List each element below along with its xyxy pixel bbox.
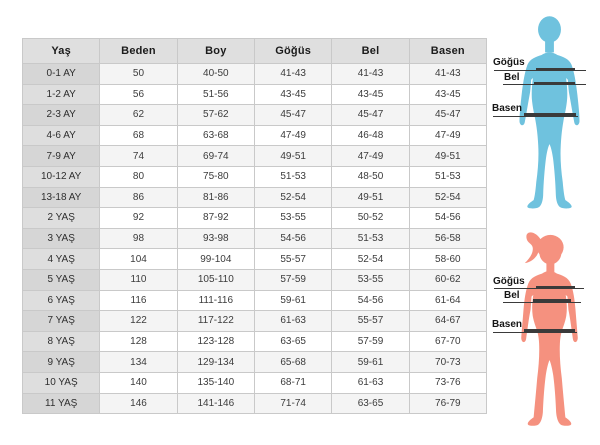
value-cell: 98 <box>100 228 177 249</box>
value-cell: 53-55 <box>254 208 331 229</box>
value-cell: 54-56 <box>332 290 409 311</box>
table-row <box>23 290 487 311</box>
value-cell: 68 <box>100 125 177 146</box>
value-cell: 61-63 <box>254 311 331 332</box>
value-cell: 57-59 <box>332 331 409 352</box>
age-cell: 6 YAŞ <box>23 290 100 311</box>
age-cell: 10-12 AY <box>23 166 100 187</box>
value-cell: 93-98 <box>177 228 254 249</box>
value-cell: 51-53 <box>332 228 409 249</box>
table-row <box>23 249 487 270</box>
value-cell: 135-140 <box>177 372 254 393</box>
value-cell: 52-54 <box>409 187 486 208</box>
value-cell: 63-65 <box>254 331 331 352</box>
value-cell: 52-54 <box>254 187 331 208</box>
value-cell: 140 <box>100 372 177 393</box>
value-cell: 49-51 <box>409 146 486 167</box>
value-cell: 56 <box>100 84 177 105</box>
value-cell: 51-56 <box>177 84 254 105</box>
age-cell: 7-9 AY <box>23 146 100 167</box>
age-cell: 4 YAŞ <box>23 249 100 270</box>
girl-waist-line-thick <box>533 299 571 302</box>
table-row <box>23 166 487 187</box>
age-cell: 13-18 AY <box>23 187 100 208</box>
value-cell: 146 <box>100 393 177 414</box>
girl-waist-label: Bel <box>504 289 520 301</box>
value-cell: 53-55 <box>332 269 409 290</box>
value-cell: 58-60 <box>409 249 486 270</box>
size-table-body <box>23 64 487 414</box>
value-cell: 45-47 <box>409 105 486 126</box>
age-cell: 0-1 AY <box>23 64 100 85</box>
boy-waist-line-thick <box>534 82 575 85</box>
value-cell: 81-86 <box>177 187 254 208</box>
value-cell: 61-63 <box>332 372 409 393</box>
value-cell: 56-58 <box>409 228 486 249</box>
value-cell: 99-104 <box>177 249 254 270</box>
value-cell: 47-49 <box>409 125 486 146</box>
value-cell: 43-45 <box>254 84 331 105</box>
value-cell: 59-61 <box>254 290 331 311</box>
size-table <box>22 38 487 414</box>
value-cell: 40-50 <box>177 64 254 85</box>
value-cell: 49-51 <box>254 146 331 167</box>
column-header: Bel <box>332 39 409 64</box>
value-cell: 63-68 <box>177 125 254 146</box>
value-cell: 43-45 <box>332 84 409 105</box>
value-cell: 46-48 <box>332 125 409 146</box>
table-row <box>23 146 487 167</box>
value-cell: 41-43 <box>254 64 331 85</box>
value-cell: 57-59 <box>254 269 331 290</box>
value-cell: 54-56 <box>254 228 331 249</box>
column-header: Beden <box>100 39 177 64</box>
value-cell: 141-146 <box>177 393 254 414</box>
column-header: Basen <box>409 39 486 64</box>
girl-chest-label: Göğüs <box>493 275 525 287</box>
value-cell: 60-62 <box>409 269 486 290</box>
boy-chest-label: Göğüs <box>493 57 525 68</box>
value-cell: 70-73 <box>409 352 486 373</box>
value-cell: 69-74 <box>177 146 254 167</box>
value-cell: 54-56 <box>409 208 486 229</box>
girl-hip-line-thick <box>524 329 575 332</box>
value-cell: 57-62 <box>177 105 254 126</box>
value-cell: 51-53 <box>254 166 331 187</box>
table-row <box>23 372 487 393</box>
value-cell: 134 <box>100 352 177 373</box>
value-cell: 122 <box>100 311 177 332</box>
table-row <box>23 64 487 85</box>
value-cell: 71-74 <box>254 393 331 414</box>
table-row <box>23 84 487 105</box>
value-cell: 55-57 <box>254 249 331 270</box>
value-cell: 52-54 <box>332 249 409 270</box>
value-cell: 80 <box>100 166 177 187</box>
value-cell: 43-45 <box>409 84 486 105</box>
value-cell: 110 <box>100 269 177 290</box>
column-header: Göğüs <box>254 39 331 64</box>
value-cell: 49-51 <box>332 187 409 208</box>
value-cell: 47-49 <box>254 125 331 146</box>
boy-chest-line-thick <box>536 68 575 71</box>
size-table-head-row <box>23 39 487 64</box>
value-cell: 92 <box>100 208 177 229</box>
table-row <box>23 393 487 414</box>
value-cell: 63-65 <box>332 393 409 414</box>
value-cell: 41-43 <box>332 64 409 85</box>
table-row <box>23 228 487 249</box>
girl-hip-label: Basen <box>492 318 523 330</box>
age-cell: 10 YAŞ <box>23 372 100 393</box>
value-cell: 51-53 <box>409 166 486 187</box>
age-cell: 1-2 AY <box>23 84 100 105</box>
boy-hip-label: Basen <box>492 102 523 114</box>
value-cell: 50 <box>100 64 177 85</box>
table-row <box>23 187 487 208</box>
value-cell: 104 <box>100 249 177 270</box>
value-cell: 128 <box>100 331 177 352</box>
boy-waist-label: Bel <box>504 71 520 83</box>
age-cell: 5 YAŞ <box>23 269 100 290</box>
value-cell: 59-61 <box>332 352 409 373</box>
boy-hip-line-thick <box>524 113 576 116</box>
value-cell: 86 <box>100 187 177 208</box>
value-cell: 105-110 <box>177 269 254 290</box>
value-cell: 62 <box>100 105 177 126</box>
table-row <box>23 311 487 332</box>
value-cell: 116 <box>100 290 177 311</box>
value-cell: 75-80 <box>177 166 254 187</box>
value-cell: 48-50 <box>332 166 409 187</box>
column-header: Yaş <box>23 39 100 64</box>
table-row <box>23 352 487 373</box>
value-cell: 76-79 <box>409 393 486 414</box>
table-row <box>23 125 487 146</box>
value-cell: 87-92 <box>177 208 254 229</box>
value-cell: 55-57 <box>332 311 409 332</box>
value-cell: 45-47 <box>332 105 409 126</box>
value-cell: 65-68 <box>254 352 331 373</box>
table-row <box>23 331 487 352</box>
value-cell: 41-43 <box>409 64 486 85</box>
column-header: Boy <box>177 39 254 64</box>
age-cell: 2 YAŞ <box>23 208 100 229</box>
girl-chest-line-thick <box>536 286 575 289</box>
value-cell: 50-52 <box>332 208 409 229</box>
value-cell: 67-70 <box>409 331 486 352</box>
value-cell: 111-116 <box>177 290 254 311</box>
age-cell: 8 YAŞ <box>23 331 100 352</box>
age-cell: 7 YAŞ <box>23 311 100 332</box>
age-cell: 2-3 AY <box>23 105 100 126</box>
value-cell: 73-76 <box>409 372 486 393</box>
table-row <box>23 105 487 126</box>
value-cell: 129-134 <box>177 352 254 373</box>
value-cell: 117-122 <box>177 311 254 332</box>
table-row <box>23 208 487 229</box>
value-cell: 74 <box>100 146 177 167</box>
value-cell: 123-128 <box>177 331 254 352</box>
value-cell: 64-67 <box>409 311 486 332</box>
age-cell: 3 YAŞ <box>23 228 100 249</box>
age-cell: 4-6 AY <box>23 125 100 146</box>
value-cell: 45-47 <box>254 105 331 126</box>
age-cell: 11 YAŞ <box>23 393 100 414</box>
value-cell: 61-64 <box>409 290 486 311</box>
age-cell: 9 YAŞ <box>23 352 100 373</box>
table-row <box>23 269 487 290</box>
value-cell: 68-71 <box>254 372 331 393</box>
value-cell: 47-49 <box>332 146 409 167</box>
